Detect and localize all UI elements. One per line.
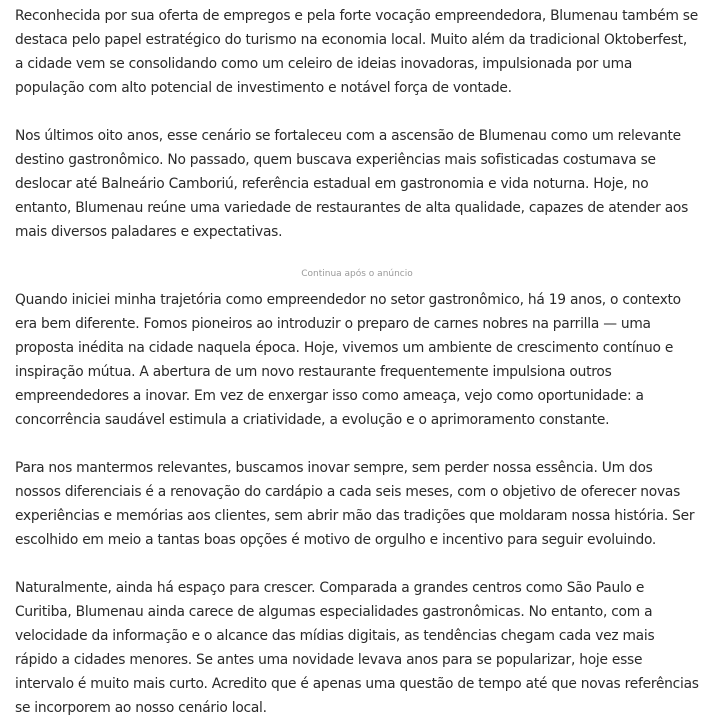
article-paragraph-4: Para nos mantermos relevantes, buscamos inovar sempre, sem perder nossa essência. Um dos nossos diferenciais é a renovação do cardápio a cada seis meses, com o objetivo de oferecer novas experiências e memórias aos clientes, sem abrir mão das tradições que moldaram nossa história. Ser escolhido em meio a tantas boas opções é motivo de orgulho e incentivo para seguir evoluindo. xyxy=(15,460,695,548)
article-paragraph-5: Naturalmente, ainda há espaço para crescer. Comparada a grandes centros como São Paulo e Curitiba, Blumenau ainda carece de algumas especialidades gastronômicas. No entanto, com a velocidade da informação e o alcance das mídias digitais, as tendências chegam cada vez mais rápido a cidades menores. Se antes uma novidade levava anos para se popularizar, hoje esse intervalo é muito mais curto. Acredito que é apenas uma questão de tempo até que novas referências se incorporem ao nosso cenário local. xyxy=(15,580,699,716)
article-paragraph-3: Quando iniciei minha trajetória como empreendedor no setor gastronômico, há 19 anos, o contexto era bem diferente. Fomos pioneiros ao introduzir o preparo de carnes nobres na parrilla — uma proposta inédita na cidade naquela época. Hoje, vivemos um ambiente de crescimento contínuo e inspiração mútua. A abertura de um novo restaurante frequentemente impulsiona outros empreendedores a inovar. Em vez de enxergar isso como ameaça, vejo como oportunidade: a concorrência saudável estimula a criatividade, a evolução e o aprimoramento constante. xyxy=(15,292,681,428)
article-paragraph-2: Nos últimos oito anos, esse cenário se fortaleceu com a ascensão de Blumenau como um relevante destino gastronômico. No passado, quem buscava experiências mais sofisticadas costumava se deslocar até Balneário Camboriú, referência estadual em gastronomia e vida noturna. Hoje, no entanto, Blumenau reúne uma variedade de restaurantes de alta qualidade, capazes de atender aos mais diversos paladares e expectativas. xyxy=(15,128,689,240)
article-paragraph-1: Reconhecida por sua oferta de empregos e pela forte vocação empreendedora, Blumenau também se destaca pelo papel estratégico do turismo na economia local. Muito além da tradicional Oktoberfest, a cidade vem se consolidando como um celeiro de ideias inovadoras, impulsionada por uma população com alto potencial de investimento e notável força de vontade. xyxy=(15,8,698,96)
article-body xyxy=(15,4,699,720)
ad-continue-notice: Continua após o anúncio xyxy=(301,269,413,279)
